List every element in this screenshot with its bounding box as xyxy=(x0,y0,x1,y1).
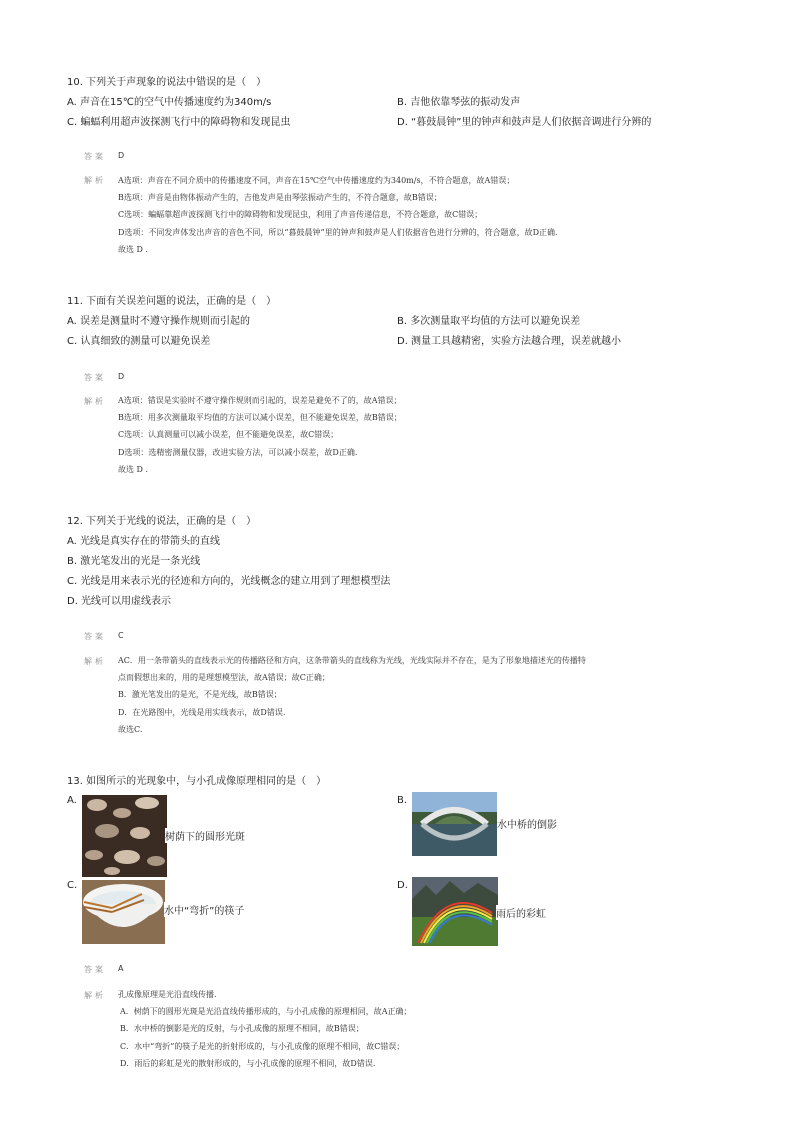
question-13 xyxy=(67,772,737,792)
option-b[interactable]: B. 激光笔发出的光是一条光线 xyxy=(67,556,201,567)
question-stem: 11. 下面有关误差问题的说法，正确的是（ ） xyxy=(67,296,277,307)
option-letter: C. xyxy=(67,880,78,891)
question-stem: 13. 如图所示的光现象中，与小孔成像原理相同的是（ ） xyxy=(67,776,327,787)
answer-value: D xyxy=(118,372,125,381)
analysis-text xyxy=(118,986,718,1072)
question-stem: 10. 下列关于声现象的说法中错误的是（ ） xyxy=(67,77,267,88)
rainbow-photo-icon xyxy=(412,877,498,946)
option-b[interactable]: B. 吉他依靠琴弦的振动发声 xyxy=(397,97,521,108)
option-c[interactable]: C. 光线是用来表示光的径迹和方向的，光线概念的建立用到了理想模型法 xyxy=(67,576,391,587)
image-option-c[interactable] xyxy=(67,880,367,946)
analysis-line: D．雨后的彩虹是光的散射形成的，与小孔成像的原理不相同，故D错误. xyxy=(120,1058,376,1068)
question-stem: 12. 下列关于光线的说法，正确的是（ ） xyxy=(67,516,257,527)
bridge-reflection-photo-icon xyxy=(412,792,497,856)
option-letter: A. xyxy=(67,795,77,806)
option-d[interactable]: D. 测量工具越精密，实验方法越合理，误差就越小 xyxy=(397,336,622,347)
analysis-label: 解析 xyxy=(84,991,106,1000)
option-d[interactable]: D. 光线可以用虚线表示 xyxy=(67,596,172,607)
option-a[interactable]: A. 声音在15℃的空气中传播速度约为340m/s xyxy=(67,97,272,108)
analysis-text xyxy=(118,172,718,258)
answer-value: D xyxy=(118,151,125,160)
analysis-line: A选项：声音在不同介质中的传播速度不同，声音在15℃空气中传播速度约为340m/s，不符合题意，故A错误； xyxy=(118,176,515,185)
answer-value: A xyxy=(118,964,124,973)
question-12 xyxy=(67,512,737,612)
option-a[interactable]: A. 误差是测量时不遵守操作规则而引起的 xyxy=(67,316,251,327)
analysis-line: 故选 D . xyxy=(118,464,149,474)
analysis-line: B选项：用多次测量取平均值的方法可以减小误差，但不能避免误差，故B错误； xyxy=(118,413,402,423)
option-c[interactable]: C. 认真细致的测量可以避免误差 xyxy=(67,336,211,347)
analysis-text xyxy=(118,652,718,738)
analysis-line: A选项：错误是实验时不遵守操作规则而引起的，误差是避免不了的，故A错误； xyxy=(118,396,402,405)
option-b[interactable]: B. 多次测量取平均值的方法可以避免误差 xyxy=(397,316,581,327)
image-option-a[interactable] xyxy=(67,795,367,875)
analysis-line: C．水中“弯折”的筷子是光的折射形成的，与小孔成像的原理不相同，故C错误； xyxy=(120,1041,405,1051)
analysis-line: 故选C. xyxy=(118,724,143,734)
analysis-line: C选项：蝙蝠靠超声波探测飞行中的障碍物和发现昆虫，利用了声音传递信息，不符合题意，故C错误； xyxy=(118,210,483,220)
answer-label: 答案 xyxy=(84,632,106,641)
analysis-line: 点而假想出来的，用的是理想模型法，故A错误；故C正确； xyxy=(118,673,330,683)
analysis-line: 孔成像原理是光沿直线传播. xyxy=(118,990,217,999)
analysis-line: D．在光路图中，光线是用实线表示，故D错误. xyxy=(118,707,286,717)
answer-label: 答案 xyxy=(84,965,106,974)
analysis-line: D选项：不同发声体发出声音的音色不同，所以“暮鼓晨钟”里的钟声和鼓声是人们依据音色进行分辨的，符合题意，故D正确. xyxy=(118,227,558,237)
option-letter: B. xyxy=(397,795,408,806)
question-10 xyxy=(67,73,737,133)
analysis-label: 解析 xyxy=(84,657,106,666)
analysis-line: A．树荫下的圆形光斑是光沿直线传播形成的，与小孔成像的原理相同，故A正确； xyxy=(120,1007,412,1017)
question-11 xyxy=(67,292,737,352)
analysis-line: 故选 D . xyxy=(118,244,149,254)
analysis-label: 解析 xyxy=(84,176,106,185)
analysis-line: D选项：选精密测量仪器，改进实验方法，可以减小误差，故D正确. xyxy=(118,447,358,457)
option-letter: D. xyxy=(397,880,408,891)
analysis-label: 解析 xyxy=(84,397,106,406)
analysis-line: B．激光笔发出的是光，不是光线，故B错误； xyxy=(118,690,282,700)
analysis-line: AC．用一条带箭头的直线表示光的传播路径和方向，这条带箭头的直线称为光线，光线实际并不存在，是为了形象地描述光的传播特 xyxy=(118,656,586,665)
image-option-d[interactable] xyxy=(397,880,697,946)
option-caption: 雨后的彩虹 xyxy=(496,905,546,920)
option-a[interactable]: A. 光线是真实存在的带箭头的直线 xyxy=(67,536,221,547)
bent-chopsticks-photo-icon xyxy=(82,880,165,944)
analysis-line: B选项：声音是由物体振动产生的，吉他发声是由琴弦振动产生的，不符合题意，故B错误； xyxy=(118,193,442,203)
analysis-line: B．水中桥的倒影是光的反射，与小孔成像的原理不相同，故B错误； xyxy=(120,1024,364,1034)
answer-label: 答案 xyxy=(84,373,106,382)
answer-value: C xyxy=(118,631,124,640)
option-caption: 树荫下的圆形光斑 xyxy=(165,828,245,843)
image-option-b[interactable] xyxy=(397,795,697,875)
option-c[interactable]: C. 蝙蝠利用超声波探测飞行中的障碍物和发现昆虫 xyxy=(67,117,291,128)
analysis-line: C选项：认真测量可以减小误差，但不能避免误差，故C错误； xyxy=(118,430,339,440)
shadow-light-spots-photo-icon xyxy=(82,795,167,877)
option-caption: 水中“弯折”的筷子 xyxy=(164,902,244,917)
option-caption: 水中桥的倒影 xyxy=(497,816,557,831)
answer-label: 答案 xyxy=(84,152,106,161)
analysis-text xyxy=(118,392,718,478)
option-d[interactable]: D. “暮鼓晨钟”里的钟声和鼓声是人们依据音调进行分辨的 xyxy=(397,117,652,128)
